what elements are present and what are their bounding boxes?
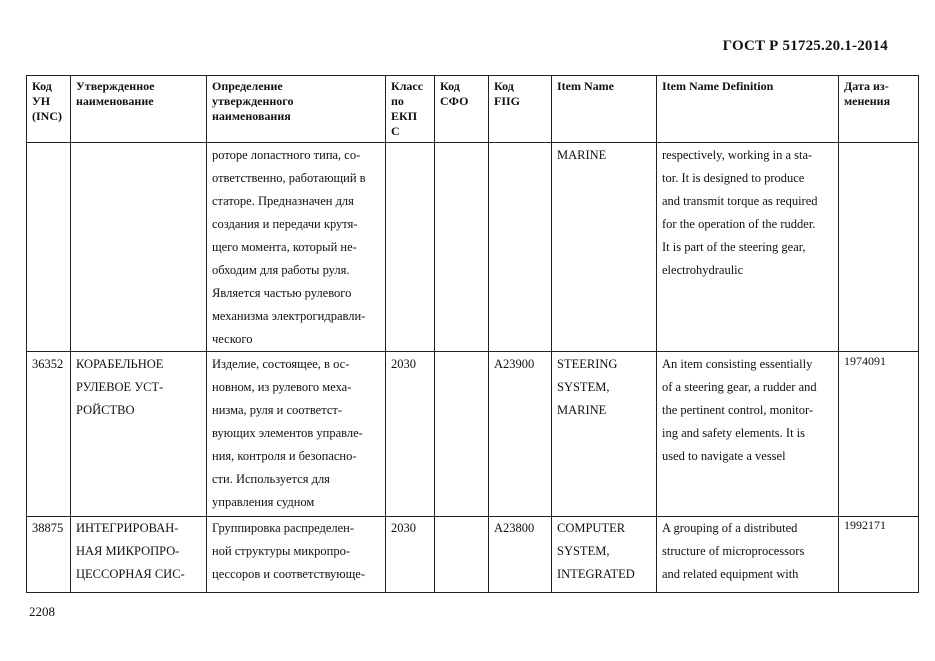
cell-line: РУЛЕВОЕ УСТ- (76, 380, 164, 394)
cell-line: Утвержденное (76, 79, 155, 93)
cell-line: вующих элементов управле- (212, 426, 363, 440)
header-change-date (839, 76, 919, 143)
cell-inc (27, 352, 71, 517)
cell-definition-ru (207, 352, 386, 517)
cell-line: structure of microprocessors (662, 544, 805, 558)
cell-line: Код (494, 79, 514, 93)
header-item-definition (657, 76, 839, 143)
cell-line: SYSTEM, (557, 544, 610, 558)
cell-line: ЦЕССОРНАЯ СИС- (76, 567, 185, 581)
cell-approved-name (71, 352, 207, 517)
cell-line: COMPUTER (557, 521, 626, 535)
cell-line: 36352 (32, 357, 64, 371)
cell-item-definition (657, 517, 839, 593)
cell-line: MARINE (557, 148, 607, 162)
cell-line: обходим для работы руля. (212, 263, 350, 277)
cell-line: управления судном (212, 495, 315, 509)
cell-line: used to navigate a vessel (662, 449, 786, 463)
cell-line: 2030 (391, 521, 416, 535)
cell-line: КОРАБЕЛЬНОЕ (76, 357, 164, 371)
cell-line: SYSTEM, (557, 380, 610, 394)
table-row (27, 517, 919, 593)
cell-line: Item Name (557, 79, 614, 93)
cell-line: Является частью рулевого (212, 286, 352, 300)
cell-line: новном, из рулевого меха- (212, 380, 352, 394)
cell-line: and transmit torque as required (662, 194, 818, 208)
cell-line: Код (440, 79, 460, 93)
cell-line: Изделие, состоящее, в ос- (212, 357, 350, 371)
cell-line: статоре. Предназначен для (212, 194, 354, 208)
cell-line: STEERING (557, 357, 618, 371)
header-definition-ru (207, 76, 386, 143)
cell-line: tor. It is designed to produce (662, 171, 805, 185)
cell-sfo (435, 517, 489, 593)
cell-line: for the operation of the rudder. (662, 217, 816, 231)
cell-line: An item consisting essentially (662, 357, 813, 371)
cell-line: A23900 (494, 357, 535, 371)
document-code: ГОСТ Р 51725.20.1-2014 (722, 38, 888, 54)
cell-line: MARINE (557, 403, 607, 417)
cell-line: РОЙСТВО (76, 403, 135, 417)
cell-line: 1974091 (844, 354, 886, 368)
cell-line: It is part of the steering gear, (662, 240, 806, 254)
page-number: 2208 (29, 604, 55, 619)
header-inc (27, 76, 71, 143)
cell-line: 2030 (391, 357, 416, 371)
cell-line: A grouping of a distributed (662, 521, 798, 535)
cell-item-definition (657, 352, 839, 517)
cell-line: 38875 (32, 521, 64, 535)
cell-line: СФО (440, 94, 469, 108)
cell-inc (27, 143, 71, 352)
cell-line: цессоров и соответствующе- (212, 567, 365, 581)
cell-line: electrohydraulic (662, 263, 744, 277)
table-header-row (27, 76, 919, 143)
cell-line: respectively, working in a sta- (662, 148, 813, 162)
cell-change-date (839, 517, 919, 593)
cell-line: ческого (212, 332, 253, 346)
header-class-ekps (386, 76, 435, 143)
cell-line: ЕКП (391, 109, 418, 123)
cell-sfo (435, 143, 489, 352)
cell-line: FIIG (494, 94, 521, 108)
cell-change-date (839, 143, 919, 352)
header-sfo (435, 76, 489, 143)
cell-fiig (489, 517, 552, 593)
cell-inc (27, 517, 71, 593)
cell-item-name (552, 352, 657, 517)
cell-line: ния, контроля и безопасно- (212, 449, 357, 463)
cell-line: Дата из- (844, 79, 889, 93)
cell-fiig (489, 352, 552, 517)
cell-line: INTEGRATED (557, 567, 635, 581)
cell-line: наименования (212, 109, 291, 123)
cell-line: щего момента, который не- (212, 240, 357, 254)
cell-line: Определение (212, 79, 283, 93)
cell-line: наименование (76, 94, 154, 108)
cell-class-ekps (386, 143, 435, 352)
cell-item-name (552, 517, 657, 593)
cell-line: A23800 (494, 521, 535, 535)
cell-line: низма, руля и соответст- (212, 403, 342, 417)
table-row (27, 143, 919, 352)
cell-line: УН (32, 94, 51, 108)
cell-line: (INC) (32, 109, 62, 123)
header-item-name (552, 76, 657, 143)
cell-sfo (435, 352, 489, 517)
cell-line: создания и передачи крутя- (212, 217, 358, 231)
cell-line: по (391, 94, 404, 108)
cell-line: and related equipment with (662, 567, 799, 581)
cell-line: Класс (391, 79, 424, 93)
cell-class-ekps (386, 352, 435, 517)
cell-line: the pertinent control, monitor- (662, 403, 814, 417)
cell-line: Группировка распределен- (212, 521, 355, 535)
table-row (27, 352, 919, 517)
cell-change-date (839, 352, 919, 517)
header-fiig (489, 76, 552, 143)
cell-line: механизма электрогидравли- (212, 309, 366, 323)
cell-class-ekps (386, 517, 435, 593)
header-approved-name (71, 76, 207, 143)
cell-line: НАЯ МИКРОПРО- (76, 544, 180, 558)
cell-line: Item Name Definition (662, 79, 774, 93)
standard-table (26, 75, 919, 593)
cell-approved-name (71, 517, 207, 593)
cell-approved-name (71, 143, 207, 352)
cell-line: Код (32, 79, 52, 93)
cell-item-name (552, 143, 657, 352)
cell-line: 1992171 (844, 518, 886, 532)
cell-line: утвержденного (212, 94, 294, 108)
cell-line: ИНТЕГРИРОВАН- (76, 521, 179, 535)
cell-item-definition (657, 143, 839, 352)
cell-definition-ru (207, 143, 386, 352)
cell-line: ной структуры микропро- (212, 544, 351, 558)
cell-fiig (489, 143, 552, 352)
cell-line: сти. Используется для (212, 472, 330, 486)
cell-line: of a steering gear, a rudder and (662, 380, 817, 394)
cell-line: менения (844, 94, 891, 108)
cell-line: ответственно, работающий в (212, 171, 366, 185)
cell-definition-ru (207, 517, 386, 593)
cell-line: ing and safety elements. It is (662, 426, 806, 440)
cell-line: С (391, 124, 400, 138)
cell-line: роторе лопастного типа, со- (212, 148, 361, 162)
